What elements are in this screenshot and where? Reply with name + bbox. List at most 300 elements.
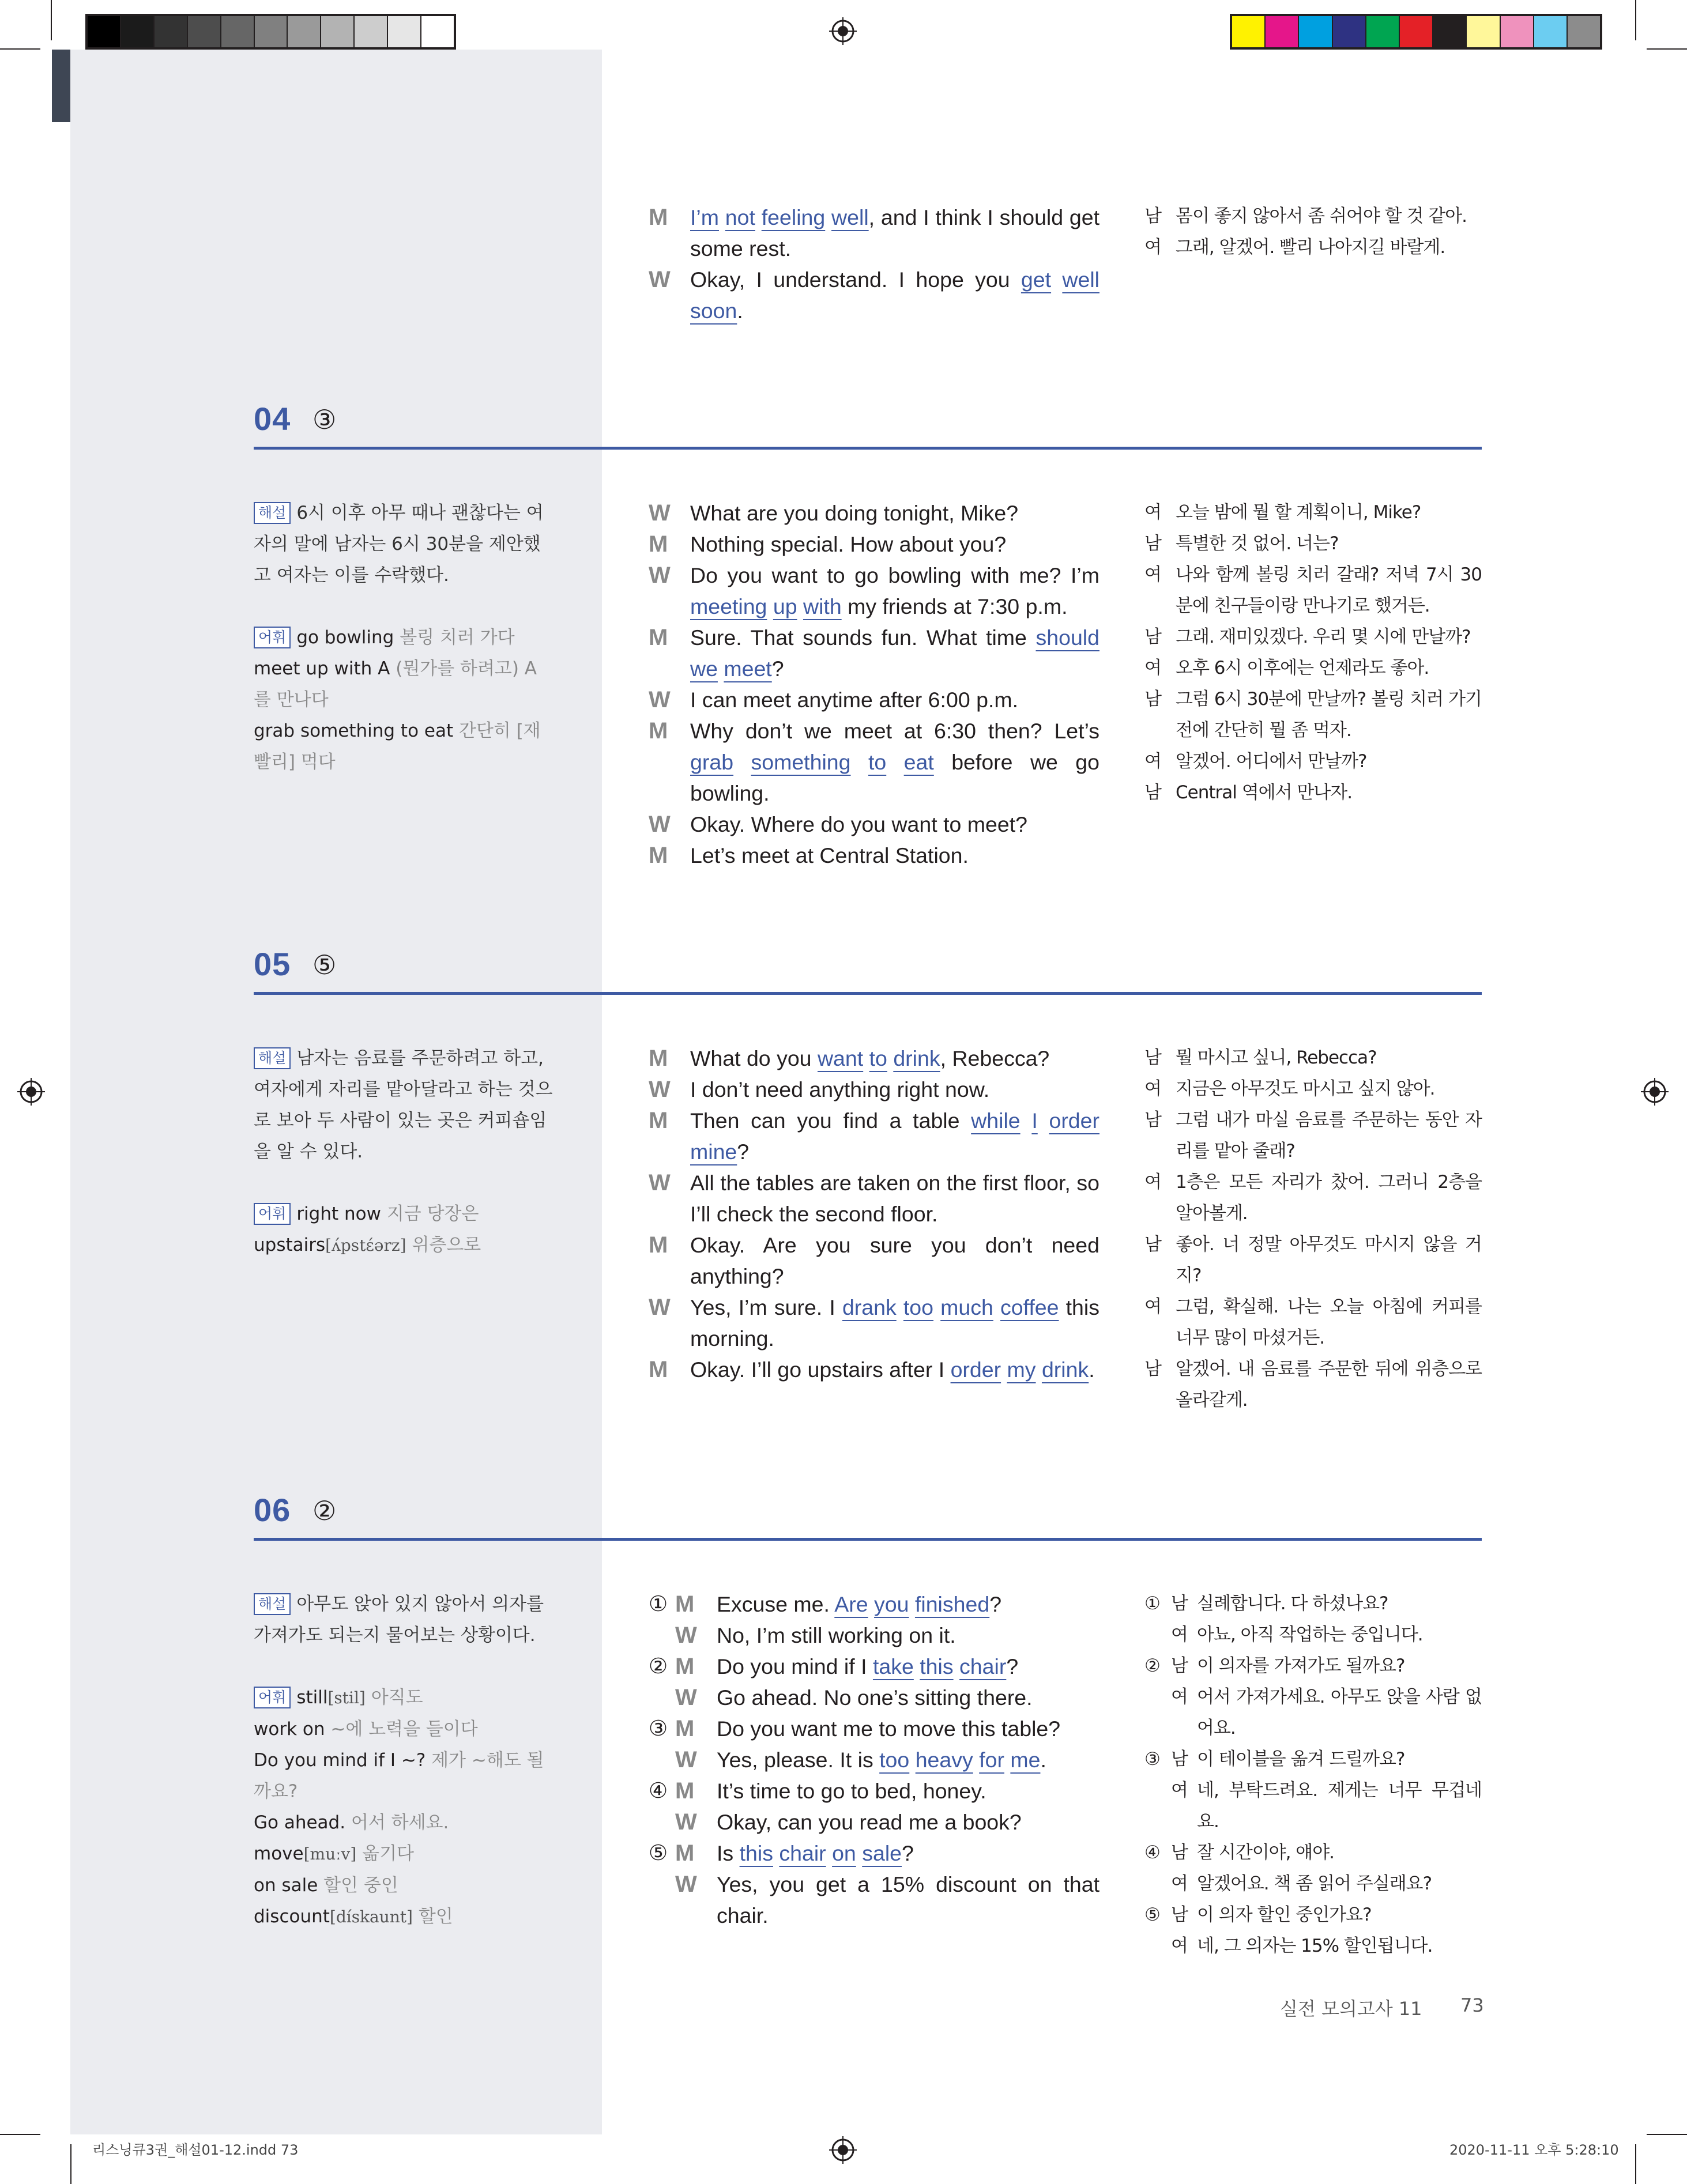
speaker-label: 여 bbox=[1144, 564, 1161, 585]
choice-number bbox=[649, 1806, 675, 1838]
text-segment bbox=[1038, 1108, 1049, 1133]
translation-line bbox=[1144, 1775, 1482, 1837]
text-segment: Why don’t we meet at 6:30 then? Let’s bbox=[690, 719, 1099, 743]
blank-answer: order bbox=[1049, 1108, 1100, 1133]
dialogue-text bbox=[717, 1589, 1099, 1620]
blank-answer: up bbox=[773, 594, 797, 618]
speaker-label: 남 bbox=[1144, 533, 1161, 554]
translation-line bbox=[1144, 559, 1482, 621]
blank-answer: I bbox=[1031, 1108, 1038, 1133]
text-segment: Okay. I’ll go upstairs after I bbox=[690, 1357, 951, 1382]
speaker-label: 남 bbox=[1171, 1842, 1188, 1863]
text-segment bbox=[755, 205, 762, 229]
vocab-phonetic: [muːv] bbox=[303, 1844, 357, 1864]
vocab-word: Do you mind if I ~? bbox=[254, 1750, 426, 1771]
text-segment bbox=[954, 1654, 959, 1678]
vocabulary-list bbox=[254, 1682, 553, 1933]
speaker-label: W bbox=[649, 500, 671, 526]
blank-answer: too bbox=[879, 1748, 910, 1772]
blank-answer: heavy bbox=[915, 1748, 973, 1772]
dialogue-line bbox=[649, 715, 1099, 809]
choice-number bbox=[649, 1869, 675, 1931]
speaker-label: 남 bbox=[1171, 1655, 1188, 1676]
explanation-05 bbox=[254, 1043, 553, 1261]
speaker-label: M bbox=[649, 1046, 668, 1071]
translation-text: 이 테이블을 옮겨 드릴까요? bbox=[1197, 1749, 1405, 1770]
dialogue-line bbox=[649, 264, 1099, 326]
dialogue-line bbox=[649, 1229, 1099, 1292]
speaker-label: 여 bbox=[1144, 1172, 1161, 1193]
text-segment bbox=[933, 1295, 940, 1319]
blank-answer: my bbox=[1007, 1357, 1036, 1382]
speaker-label: M bbox=[675, 1591, 695, 1617]
text-segment: Then can you find a table bbox=[690, 1108, 971, 1133]
vocab-meaning: (뭔가를 하려고) A를 만나다 bbox=[254, 658, 537, 710]
section-06-header bbox=[254, 1492, 1482, 1541]
text-segment: ? bbox=[989, 1592, 1002, 1616]
vocab-item bbox=[254, 1807, 553, 1838]
translation-text: 잘 시간이야, 얘야. bbox=[1197, 1842, 1335, 1863]
speaker-label: M bbox=[649, 205, 668, 230]
dialogue-line bbox=[649, 684, 1099, 715]
dialogue-text bbox=[690, 622, 1099, 684]
vocab-item bbox=[254, 1682, 553, 1714]
vocabulary-tag: 어휘 bbox=[254, 1687, 291, 1708]
explanation-text: 해설 아무도 앉아 있지 않아서 의자를 가져가도 되는지 물어보는 상황이다. bbox=[254, 1594, 544, 1646]
dialogue-text bbox=[690, 809, 1099, 840]
slug-filename: 리스닝큐3권_해설01-12.indd 73 bbox=[92, 2142, 299, 2158]
dialogue-line bbox=[649, 1620, 1099, 1651]
blank-answer: grab bbox=[690, 750, 734, 774]
vocab-item bbox=[254, 1745, 553, 1807]
text-segment bbox=[897, 1295, 903, 1319]
dialogue-line bbox=[649, 1838, 1099, 1869]
text-segment: No, I’m still working on it. bbox=[717, 1623, 956, 1647]
crop-mark bbox=[0, 2134, 40, 2135]
registration-target-icon bbox=[829, 2136, 857, 2164]
choice-number: ② bbox=[1144, 1655, 1160, 1676]
text-segment: Do you want me to move this table? bbox=[717, 1717, 1061, 1741]
question-number: 04 bbox=[254, 401, 291, 437]
speaker-label: 여 bbox=[1171, 1624, 1188, 1645]
speaker-label: 여 bbox=[1171, 1936, 1188, 1956]
text-segment: I don’t need anything right now. bbox=[690, 1077, 990, 1102]
speaker-label: W bbox=[649, 563, 671, 588]
dialogue-text bbox=[717, 1744, 1099, 1775]
vocab-item bbox=[254, 653, 553, 715]
dialogue-line bbox=[649, 1713, 1099, 1744]
vocab-word: discount bbox=[254, 1906, 330, 1927]
vocab-meaning: 지금 당장은 bbox=[386, 1204, 479, 1224]
translation-text: 나와 함께 볼링 치러 갈래? 저녁 7시 30분에 친구들이랑 만나기로 했거든. bbox=[1176, 564, 1482, 616]
blank-answer: eat bbox=[903, 750, 934, 774]
translation-line bbox=[1144, 1291, 1482, 1353]
blank-answer: finished bbox=[914, 1592, 990, 1616]
dialogue-text bbox=[690, 264, 1099, 326]
translation-text: 뭘 마시고 싶니, Rebecca? bbox=[1176, 1047, 1377, 1068]
speaker-label: 남 bbox=[1144, 627, 1161, 647]
blank-answer: me bbox=[1010, 1748, 1041, 1772]
text-segment: this morning. bbox=[690, 1295, 1099, 1351]
dialogue-text bbox=[717, 1682, 1099, 1713]
dialogue-text bbox=[690, 840, 1099, 871]
vocab-meaning: 위층으로 bbox=[412, 1235, 481, 1255]
slug-timestamp: 2020-11-11 오후 5:28:10 bbox=[1449, 2142, 1619, 2158]
vocab-item bbox=[254, 1714, 553, 1745]
question-number: 06 bbox=[254, 1492, 291, 1528]
text-segment bbox=[797, 594, 803, 618]
dialogue-text bbox=[690, 715, 1099, 809]
vocab-word: meet up with A bbox=[254, 658, 390, 679]
choice-number bbox=[649, 1620, 675, 1651]
text-segment: Excuse me. bbox=[717, 1592, 835, 1616]
dialogue-04 bbox=[649, 497, 1099, 871]
text-segment bbox=[851, 750, 868, 774]
text-segment bbox=[1004, 1748, 1010, 1772]
text-segment: Okay, can you read me a book? bbox=[717, 1810, 1022, 1834]
answer-choice: ⑤ bbox=[312, 949, 337, 980]
registration-target-icon bbox=[829, 17, 857, 45]
blank-answer: meeting bbox=[690, 594, 767, 618]
speaker-label: M bbox=[675, 1840, 695, 1866]
dialogue-text bbox=[717, 1651, 1099, 1682]
text-segment bbox=[733, 750, 751, 774]
text-segment bbox=[825, 205, 831, 229]
text-segment: my friends at 7:30 p.m. bbox=[841, 594, 1068, 618]
text-segment: Okay, I understand. I hope you bbox=[690, 267, 1021, 292]
vocab-word: grab something to eat bbox=[254, 721, 454, 741]
choice-number bbox=[1144, 1619, 1171, 1650]
speaker-label: W bbox=[649, 687, 671, 712]
dialogue-text bbox=[690, 1229, 1099, 1292]
translation-text: 알겠어. 어디에서 만날까? bbox=[1176, 751, 1367, 772]
dialogue-text bbox=[690, 1167, 1099, 1229]
translation-text: 이 의자를 가져가도 될까요? bbox=[1197, 1655, 1405, 1676]
explanation-04 bbox=[254, 497, 553, 778]
blank-answer: something bbox=[751, 750, 851, 774]
dialogue-text bbox=[690, 1292, 1099, 1354]
speaker-label: 남 bbox=[1144, 1234, 1161, 1255]
dialogue-text bbox=[690, 684, 1099, 715]
crop-mark bbox=[1635, 2144, 1636, 2184]
speaker-label: 남 bbox=[1144, 206, 1161, 227]
vocab-phonetic: [ʌ́pstɛ́ərz] bbox=[325, 1236, 406, 1255]
choice-number: ⑤ bbox=[649, 1840, 668, 1865]
dialogue-text bbox=[717, 1713, 1099, 1744]
dialogue-line bbox=[649, 497, 1099, 529]
blank-answer: I’m bbox=[690, 205, 719, 229]
speaker-label: M bbox=[649, 1232, 668, 1258]
korean-translation-top bbox=[1144, 201, 1482, 263]
dialogue-line bbox=[649, 1869, 1099, 1931]
translation-text: 그럼 내가 마실 음료를 주문하는 동안 자리를 맡아 줄래? bbox=[1176, 1110, 1482, 1161]
blank-answer: on bbox=[832, 1841, 856, 1865]
vocab-meaning: 볼링 치러 가다 bbox=[400, 627, 515, 648]
explanation-text: 해설 남자는 음료를 주문하려고 하고, 여자에게 자리를 맡아달라고 하는 것으로 보아 두 사람이 있는 곳은 커피숍임을 알 수 있다. bbox=[254, 1048, 553, 1162]
speaker-label: 여 bbox=[1171, 1873, 1188, 1894]
translation-line bbox=[1144, 1042, 1482, 1073]
blank-answer: too bbox=[903, 1295, 934, 1319]
blank-answer: Are bbox=[834, 1592, 868, 1616]
vocab-word: move bbox=[254, 1843, 304, 1864]
text-segment bbox=[1051, 267, 1062, 292]
vocab-word: go bowling bbox=[296, 627, 394, 648]
translation-text: 지금은 아무것도 마시고 싶지 않아. bbox=[1176, 1078, 1435, 1099]
translation-line bbox=[1144, 1868, 1482, 1899]
blank-answer: while bbox=[971, 1108, 1021, 1133]
section-04-header bbox=[254, 403, 1482, 450]
blank-answer: sale bbox=[862, 1841, 902, 1865]
crop-mark bbox=[1647, 48, 1687, 50]
vocab-meaning: 간단히 [재빨리] 먹다 bbox=[254, 721, 541, 772]
text-segment bbox=[826, 1841, 832, 1865]
crop-mark bbox=[70, 2144, 71, 2184]
answer-choice: ③ bbox=[312, 404, 337, 435]
answer-choice: ② bbox=[312, 1495, 337, 1526]
registration-target-icon bbox=[1641, 1078, 1669, 1106]
text-segment: . bbox=[737, 299, 743, 323]
blank-answer: soon bbox=[690, 299, 737, 323]
edge-tab-marker bbox=[52, 50, 70, 122]
translation-line bbox=[1144, 201, 1482, 232]
blank-answer: meet bbox=[724, 657, 772, 681]
korean-translation-06 bbox=[1144, 1588, 1482, 1962]
text-segment bbox=[993, 1295, 1000, 1319]
text-segment: Yes, I’m sure. I bbox=[690, 1295, 842, 1319]
speaker-label: 남 bbox=[1171, 1749, 1188, 1770]
speaker-label: W bbox=[649, 812, 671, 837]
text-segment: , Rebecca? bbox=[940, 1046, 1050, 1070]
blank-answer: order bbox=[950, 1357, 1001, 1382]
blank-answer: mine bbox=[690, 1140, 737, 1164]
choice-number: ④ bbox=[649, 1778, 668, 1803]
speaker-label: M bbox=[675, 1778, 695, 1804]
translation-line bbox=[1144, 746, 1482, 777]
dialogue-line bbox=[649, 202, 1099, 264]
translation-line bbox=[1144, 1650, 1482, 1681]
choice-number: ① bbox=[1144, 1593, 1160, 1614]
vocab-word: right now bbox=[296, 1204, 381, 1224]
text-segment bbox=[1021, 1108, 1032, 1133]
choice-number: ③ bbox=[1144, 1749, 1160, 1770]
text-segment bbox=[773, 1841, 779, 1865]
choice-number: ② bbox=[649, 1654, 668, 1678]
text-segment bbox=[767, 594, 773, 618]
vocab-phonetic: [dískaunt] bbox=[329, 1907, 413, 1926]
text-segment: Nothing special. How about you? bbox=[690, 532, 1007, 556]
explanation-tag: 해설 bbox=[254, 1047, 291, 1069]
blank-answer: much bbox=[940, 1295, 993, 1319]
choice-number bbox=[1144, 1681, 1171, 1744]
speaker-label: W bbox=[675, 1623, 697, 1648]
crop-mark bbox=[51, 0, 52, 40]
choice-number bbox=[649, 1744, 675, 1775]
speaker-label: 여 bbox=[1171, 1687, 1188, 1707]
dialogue-line bbox=[649, 809, 1099, 840]
registration-target-icon bbox=[17, 1078, 45, 1106]
text-segment: What do you bbox=[690, 1046, 818, 1070]
translation-line bbox=[1144, 1104, 1482, 1167]
dialogue-line bbox=[649, 529, 1099, 560]
dialogue-line bbox=[649, 560, 1099, 622]
crop-mark bbox=[1647, 2134, 1687, 2135]
choice-number: ③ bbox=[649, 1716, 668, 1741]
translation-text: 네, 부탁드려요. 제게는 너무 무겁네요. bbox=[1197, 1780, 1482, 1832]
translation-line bbox=[1144, 1073, 1482, 1104]
translation-line bbox=[1144, 1899, 1482, 1930]
vocab-meaning: ~에 노력을 들이다 bbox=[330, 1719, 478, 1740]
choice-number: ① bbox=[649, 1591, 668, 1616]
dialogue-text bbox=[690, 529, 1099, 560]
speaker-label: W bbox=[675, 1872, 697, 1897]
speaker-label: 여 bbox=[1171, 1780, 1188, 1801]
blank-answer: to bbox=[869, 1046, 887, 1070]
text-segment bbox=[863, 1046, 869, 1070]
explanation-tag: 해설 bbox=[254, 1593, 291, 1615]
translation-line bbox=[1144, 1353, 1482, 1416]
blank-answer: get bbox=[1021, 267, 1052, 292]
translation-text: 1층은 모든 자리가 찼어. 그러니 2층을 알아볼게. bbox=[1176, 1172, 1482, 1224]
translation-line bbox=[1144, 777, 1482, 808]
vocab-word: still bbox=[296, 1687, 328, 1708]
speaker-label: W bbox=[675, 1747, 697, 1772]
dialogue-text bbox=[690, 1074, 1099, 1105]
speaker-label: W bbox=[649, 267, 671, 292]
translation-line bbox=[1144, 652, 1482, 684]
translation-text: 특별한 것 없어. 너는? bbox=[1176, 533, 1339, 554]
translation-line bbox=[1144, 232, 1482, 263]
translation-text: 어서 가져가세요. 아무도 앉을 사람 없어요. bbox=[1197, 1687, 1482, 1738]
translation-text: 그래, 알겠어. 빨리 나아지길 바랄게. bbox=[1176, 237, 1445, 258]
text-segment: Okay. Are you sure you don’t need anything? bbox=[690, 1233, 1099, 1288]
dialogue-line bbox=[649, 1105, 1099, 1167]
speaker-label: 남 bbox=[1144, 782, 1161, 803]
korean-translation-05 bbox=[1144, 1042, 1482, 1416]
explanation-06 bbox=[254, 1589, 553, 1933]
dialogue-text bbox=[690, 1043, 1099, 1074]
vocab-word: on sale bbox=[254, 1875, 318, 1896]
text-segment bbox=[914, 1654, 920, 1678]
text-segment: I can meet anytime after 6:00 p.m. bbox=[690, 688, 1019, 712]
speaker-label: 남 bbox=[1144, 1110, 1161, 1130]
dialogue-text bbox=[717, 1838, 1099, 1869]
blank-answer: take bbox=[872, 1654, 914, 1678]
dialogue-text bbox=[690, 202, 1099, 264]
text-segment: before we go bowling. bbox=[690, 750, 1100, 805]
translation-text: 알겠어. 내 음료를 주문한 뒤에 위층으로 올라갈게. bbox=[1176, 1359, 1482, 1410]
speaker-label: 여 bbox=[1144, 1078, 1161, 1099]
speaker-label: M bbox=[649, 531, 668, 557]
text-segment bbox=[719, 205, 725, 229]
text-segment: All the tables are taken on the first floor, so I’ll check the second floor. bbox=[690, 1171, 1099, 1226]
dialogue-line bbox=[649, 1043, 1099, 1074]
dialogue-06 bbox=[649, 1589, 1099, 1931]
blank-answer: want bbox=[817, 1046, 864, 1070]
vocab-item bbox=[254, 1229, 553, 1261]
dialogue-text bbox=[690, 560, 1099, 622]
text-segment bbox=[1001, 1357, 1007, 1382]
dialogue-line bbox=[649, 622, 1099, 684]
blank-answer: coffee bbox=[1000, 1295, 1059, 1319]
dialogue-text bbox=[717, 1620, 1099, 1651]
explanation-tag: 해설 bbox=[254, 502, 291, 524]
translation-text: 오후 6시 이후에는 언제라도 좋아. bbox=[1176, 658, 1429, 678]
speaker-label: W bbox=[675, 1685, 697, 1710]
translation-text: Central 역에서 만나자. bbox=[1176, 782, 1353, 803]
vocab-item bbox=[254, 1901, 553, 1933]
dialogue-05 bbox=[649, 1043, 1099, 1385]
dialogue-line bbox=[649, 1775, 1099, 1806]
text-segment: . bbox=[1089, 1357, 1095, 1382]
translation-text: 그럼, 확실해. 나는 오늘 아침에 커피를 너무 많이 마셨거든. bbox=[1176, 1296, 1482, 1348]
text-segment bbox=[909, 1592, 915, 1616]
translation-text: 네, 그 의자는 15% 할인됩니다. bbox=[1197, 1936, 1433, 1956]
text-segment bbox=[856, 1841, 862, 1865]
grayscale-swatch-bar bbox=[85, 14, 456, 50]
dialogue-text bbox=[717, 1806, 1099, 1838]
dialogue-text bbox=[690, 497, 1099, 529]
text-segment bbox=[887, 1046, 893, 1070]
translation-line bbox=[1144, 1744, 1482, 1775]
blank-answer: for bbox=[979, 1748, 1004, 1772]
translation-text: 아뇨, 아직 작업하는 중입니다. bbox=[1197, 1624, 1423, 1645]
crop-mark bbox=[0, 48, 40, 50]
vocab-item bbox=[254, 715, 553, 778]
choice-number bbox=[649, 1682, 675, 1713]
speaker-label: M bbox=[649, 718, 668, 744]
speaker-label: M bbox=[649, 625, 668, 650]
speaker-label: W bbox=[649, 1077, 671, 1102]
speaker-label: W bbox=[649, 1295, 671, 1320]
choice-number bbox=[1144, 1868, 1171, 1899]
text-segment bbox=[909, 1748, 915, 1772]
vocab-meaning: 옮기다 bbox=[362, 1843, 414, 1864]
speaker-label: 남 bbox=[1144, 1047, 1161, 1068]
text-segment: ? bbox=[771, 657, 784, 681]
dialogue-line bbox=[649, 1292, 1099, 1354]
dialogue-line bbox=[649, 840, 1099, 871]
vocab-meaning: 아직도 bbox=[371, 1687, 423, 1708]
blank-answer: chair bbox=[959, 1654, 1007, 1678]
vocab-phonetic: [stil] bbox=[327, 1688, 366, 1707]
text-segment: Sure. That sounds fun. What time bbox=[690, 625, 1036, 650]
blank-answer: this bbox=[739, 1841, 773, 1865]
vocab-meaning: 할인 bbox=[418, 1906, 453, 1927]
translation-text: 알겠어요. 책 좀 읽어 주실래요? bbox=[1197, 1873, 1432, 1894]
color-swatch-bar bbox=[1230, 14, 1602, 50]
translation-line bbox=[1144, 1229, 1482, 1291]
dialogue-line bbox=[649, 1354, 1099, 1385]
footer-section-title: 실전 모의고사 11 bbox=[1280, 1998, 1422, 2020]
translation-line bbox=[1144, 528, 1482, 559]
blank-answer: not bbox=[725, 205, 755, 229]
translation-text: 몸이 좋지 않아서 좀 쉬어야 할 것 같아. bbox=[1176, 206, 1467, 227]
dialogue-line bbox=[649, 1682, 1099, 1713]
translation-text: 그래. 재미있겠다. 우리 몇 시에 만날까? bbox=[1176, 627, 1471, 647]
section-05-header bbox=[254, 946, 1482, 995]
speaker-label: W bbox=[649, 1170, 671, 1195]
blank-answer: this bbox=[920, 1654, 954, 1678]
dialogue-line bbox=[649, 1074, 1099, 1105]
translation-line bbox=[1144, 684, 1482, 746]
dialogue-line bbox=[649, 1806, 1099, 1838]
vocab-meaning: 할인 중인 bbox=[323, 1875, 398, 1896]
vocab-item bbox=[254, 1870, 553, 1901]
dialogue-line bbox=[649, 1651, 1099, 1682]
vocab-word: work on bbox=[254, 1719, 325, 1740]
translation-line bbox=[1144, 1837, 1482, 1868]
blank-answer: should bbox=[1035, 625, 1099, 650]
